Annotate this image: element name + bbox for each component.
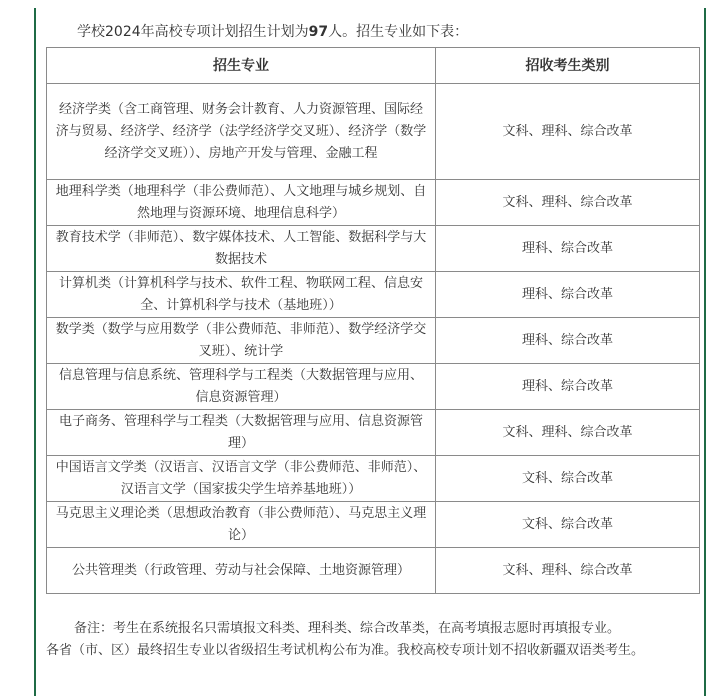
intro-text [77, 22, 468, 42]
major-cell: 中国语言文学类（汉语言、汉语言文学（非公费师范、非师范）、汉语言文学（国家拔尖学生培养基地班）） [47, 456, 436, 502]
category-cell: 文科、综合改革 [436, 502, 700, 548]
table-header-row [47, 48, 700, 84]
table-row [47, 456, 700, 502]
table-row [47, 410, 700, 456]
category-cell: 文科、理科、综合改革 [436, 548, 700, 594]
category-cell: 理科、综合改革 [436, 364, 700, 410]
notes-section [46, 618, 702, 662]
intro-suffix: 人。招生专业如下表： [328, 24, 469, 40]
major-cell: 马克思主义理论类（思想政治教育（非公费师范）、马克思主义理论） [47, 502, 436, 548]
major-cell: 计算机类（计算机科学与技术、软件工程、物联网工程、信息安全、计算机科学与技术（基地班）） [47, 272, 436, 318]
note-line-2: 各省（市、区）最终招生专业以省级招生考试机构公布为准。我校高校专项计划不招收新疆双语类考生。 [46, 643, 645, 658]
category-cell: 文科、理科、综合改革 [436, 84, 700, 180]
enrollment-count: 97 [308, 24, 329, 40]
category-cell: 文科、综合改革 [436, 456, 700, 502]
enrollment-table [46, 47, 700, 594]
table-row [47, 226, 700, 272]
header-major: 招生专业 [47, 48, 436, 84]
category-cell: 理科、综合改革 [436, 318, 700, 364]
table-row [47, 364, 700, 410]
table-row [47, 548, 700, 594]
major-cell: 经济学类（含工商管理、财务会计教育、人力资源管理、国际经济与贸易、经济学、经济学（法学经济学交叉班）、经济学（数学经济学交叉班））、房地产开发与管理、金融工程 [47, 84, 436, 180]
major-cell: 公共管理类（行政管理、劳动与社会保障、土地资源管理） [47, 548, 436, 594]
note-line-1: 备注：考生在系统报名只需填报文科类、理科类、综合改革类，在高考填报志愿时再填报专业。 [74, 621, 621, 636]
header-category: 招收考生类别 [436, 48, 700, 84]
category-cell: 理科、综合改革 [436, 272, 700, 318]
major-cell: 地理科学类（地理科学（非公费师范）、人文地理与城乡规划、自然地理与资源环境、地理信息科学） [47, 180, 436, 226]
table-row [47, 502, 700, 548]
table-row [47, 180, 700, 226]
major-cell: 数学类（数学与应用数学（非公费师范、非师范）、数学经济学交叉班）、统计学 [47, 318, 436, 364]
table-row [47, 272, 700, 318]
category-cell: 文科、理科、综合改革 [436, 180, 700, 226]
table-row [47, 84, 700, 180]
table-row [47, 318, 700, 364]
category-cell: 理科、综合改革 [436, 226, 700, 272]
major-cell: 电子商务、管理科学与工程类（大数据管理与应用、信息资源管理） [47, 410, 436, 456]
intro-prefix: 学校2024年高校专项计划招生计划为 [77, 24, 309, 40]
major-cell: 信息管理与信息系统、管理科学与工程类（大数据管理与应用、信息资源管理） [47, 364, 436, 410]
major-cell: 教育技术学（非师范）、数字媒体技术、人工智能、数据科学与大数据技术 [47, 226, 436, 272]
category-cell: 文科、理科、综合改革 [436, 410, 700, 456]
